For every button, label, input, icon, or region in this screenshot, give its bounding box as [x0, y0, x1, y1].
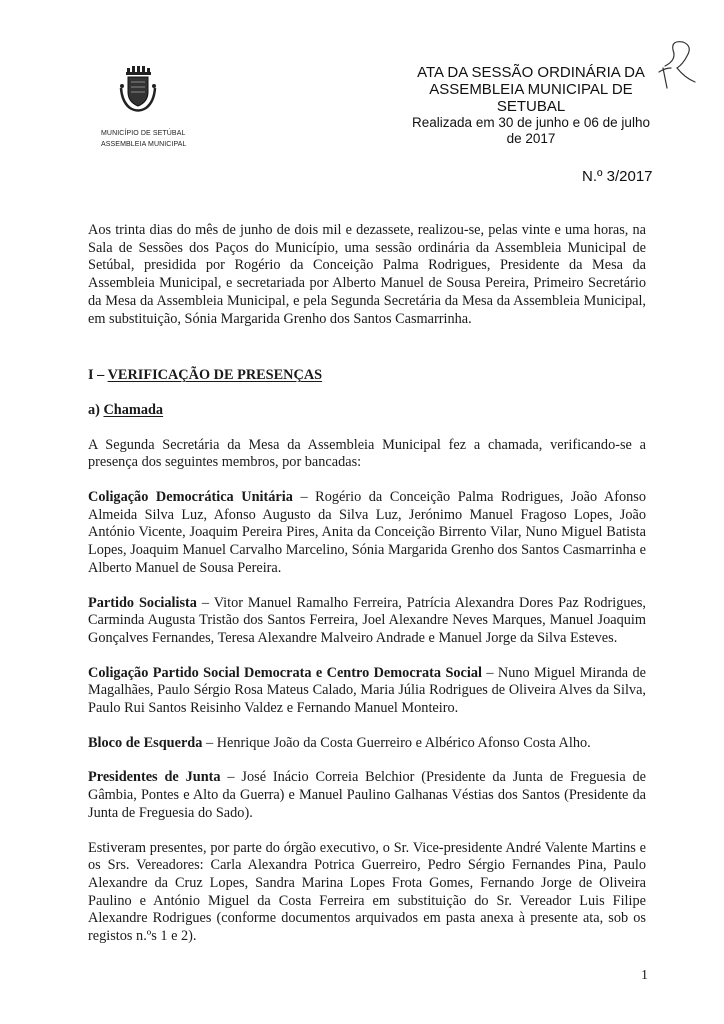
organization-line: MUNICÍPIO DE SETÚBAL	[101, 130, 186, 137]
section-heading	[88, 367, 646, 385]
organization-line: ASSEMBLEIA MUNICIPAL	[101, 141, 187, 148]
handwritten-initials-icon	[655, 38, 699, 94]
group-paragraph	[88, 665, 646, 718]
subsection-letter: a)	[88, 401, 104, 418]
document-title-block	[400, 64, 662, 147]
group-name: Bloco de Esquerda	[88, 734, 203, 751]
session-date-line: Realizada em 30 de junho e 06 de julho	[412, 115, 650, 130]
group-name: Presidentes de Junta	[88, 769, 221, 786]
group-paragraph	[88, 595, 646, 648]
group-members: – Vitor Manuel Ramalho Ferreira, Patrícia Alexandra Dores Paz Rodrigues, Carminda Augusta Tristão dos Santos Ferreira, Joel Alexandre Neves Marques, Manuel Joaquim Gonçalves Fernandes, Teresa Alexandre Malveiro Andrade e Manuel Jorge da Silva Esteves.	[88, 594, 646, 646]
title-line: ATA DA SESSÃO ORDINÁRIA DA	[417, 64, 645, 81]
group-members: – Rogério da Conceição Palma Rodrigues, João Afonso Almeida Silva Luz, Afonso Augusto da Silva Luz, Jerónimo Manuel Fragoso Lopes, João António Vicente, Joaquim Pereira Pires, Anita da Conceição Birrento Vilar, Nuno Miguel Batista Lopes, Joaquim Manuel Carvalho Marcelino, Sónia Margarida Grenho dos Santos Casmarrinha e Alberto Manuel de Sousa Pereira.	[88, 489, 646, 576]
organization-name	[101, 128, 187, 150]
group-paragraph	[88, 769, 646, 822]
group-members: – José Inácio Correia Belchior (Presidente da Junta de Freguesia de Gâmbia, Pontes e Alto da Guerra) e Manuel Paulino Galhanas Véstias dos Santos (Presidente da Junta de Freguesia do Sado).	[88, 769, 647, 821]
minutes-number: N.º 3/2017	[582, 168, 653, 185]
title-line: ASSEMBLEIA MUNICIPAL DE	[429, 81, 633, 98]
page-number: 1	[641, 968, 648, 983]
municipal-coat-of-arms-icon	[118, 66, 158, 114]
minutes-body	[88, 222, 646, 946]
group-members: – Nuno Miguel Miranda de Magalhães, Paulo Sérgio Rosa Mateus Calado, Maria Júlia Rodrigues de Oliveira Alves da Silva, Paulo Rui Santos Reisinho Valdez e Fernando Manuel Monteiro.	[88, 664, 646, 717]
subsection-heading	[88, 402, 646, 420]
session-date-line: de 2017	[506, 131, 556, 146]
intro-paragraph: Aos trinta dias do mês de junho de dois mil e dezassete, realizou-se, pelas vinte e uma horas, na Sala de Sessões dos Paços do Município, uma sessão ordinária da Assembleia Municipal de Setúbal, presidida por Rogério da Conceição Palma Rodrigues, Presidente da Mesa da Assembleia Municipal, e secretariada por Alberto Manuel de Sousa Pereira, Primeiro Secretário da Mesa da Assembleia Municipal, e pela Segunda Secretária da Mesa da Assembleia Municipal, em substituição, Sónia Margarida Grenho dos Santos Casmarrinha.	[88, 222, 646, 327]
group-paragraph	[88, 735, 646, 753]
subsection-title: Chamada	[103, 401, 164, 418]
group-paragraph	[88, 489, 646, 578]
group-name: Partido Socialista	[88, 594, 197, 611]
group-members: – Henrique João da Costa Guerreiro e Albérico Afonso Costa Alho.	[202, 734, 591, 751]
roll-call-paragraph: A Segunda Secretária da Mesa da Assembleia Municipal fez a chamada, verificando-se a presença dos seguintes membros, por bancadas:	[88, 436, 646, 471]
section-title: VERIFICAÇÃO DE PRESENÇAS	[107, 367, 323, 384]
title-line: SETUBAL	[496, 98, 566, 115]
executive-paragraph: Estiveram presentes, por parte do órgão executivo, o Sr. Vice-presidente André Valente Martins e os Srs. Vereadores: Carla Alexandra Potrica Guerreiro, Pedro Sérgio Fernandes Pina, Paulo Alexandre da Cruz Lopes, Sandra Marina Lopes Frota Gomes, Fernando Jorge de Oliveira Paulino e António Miguel da Costa Ferreira em substituição do Sr. Vereador Luis Filipe Alexandre Rodrigues (conforme documentos arquivados em pasta anexa à presente ata, sob os registos n.ºs 1 e 2).	[88, 839, 646, 945]
group-name: Coligação Partido Social Democrata e Centro Democrata Social	[88, 664, 482, 681]
group-name: Coligação Democrática Unitária	[88, 489, 293, 506]
section-number: I –	[88, 367, 108, 384]
